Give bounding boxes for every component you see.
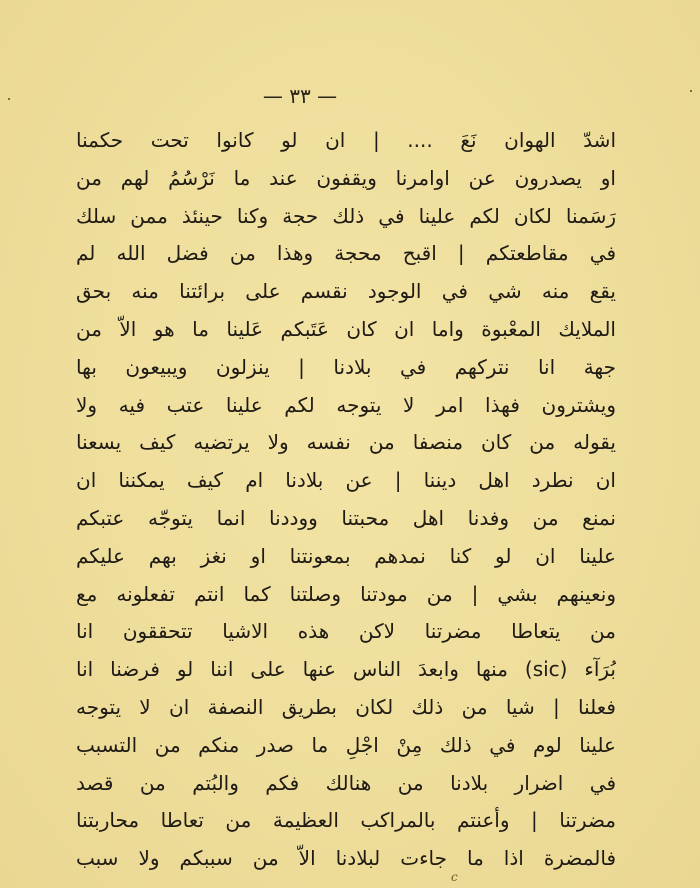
paper-speck [8,98,10,100]
text-line: مضرتنا | وأعنتم بالمراكب العظيمة من تعاطا محاربتنا [76,808,616,833]
text-line: ويشترون فهذا امر لا يتوجه لكم علينا عتب فيه ولا [76,392,616,417]
text-line: جهة انا نتركهم في بلادنا | ينزلون ويبيعون بها [76,354,616,379]
text-line: فعلنا | شيا من ذلك لكان بطريق النصفة ان لا يتوجه [76,694,616,719]
text-line: علينا لوم في ذلك مِنْ اجْلِ ما صدر منكم من التسبب [76,732,616,757]
text-line: بُرَآء (sic) منها وابعدَ الناس عنها على اننا لو فرضنا انا [76,657,616,682]
text-line: الملايك المعْبوة واما ان كان عَتَبكم عَلينا ما هو الاّ من [76,316,616,341]
text-line: ان نطرد اهل ديننا | عن بلادنا ام كيف يمكننا ان [76,468,616,493]
text-line: ونعينهم بشي | من مودتنا وصلتنا كما انتم تفعلونه مع [76,581,616,606]
text-line: نمنع من وفدنا اهل محبتنا ووددنا انما يتوجّه عتبكم [76,505,616,530]
page-number: — ٣٣ — [262,84,338,108]
paper-speck [690,90,692,92]
arabic-text-block [76,122,616,878]
text-line: فالمضرة اذا ما جاءت لبلادنا الاّ من سببكم ولا سبب [76,846,616,871]
text-line: في مقاطعتكم | اقبح محجة وهذا من فضل الله لم [76,241,616,266]
text-line: علينا ان لو كنا نمدهم بمعونتنا او نغز بهم عليكم [76,543,616,568]
text-line: يقع منه شي في الوجود نقسم على برائتنا منه بحق [76,279,616,304]
text-line: في اضرار بلادنا من هنالك فكم والبُتم من قصد [76,770,616,795]
text-line: يقوله من كان منصفا من نفسه ولا يرتضيه كيف يسعنا [76,430,616,455]
text-line: رَسَمنا لكان لكم علينا في ذلك حجة وكنا حينئذ ممن سلك [76,203,616,228]
text-line: من يتعاطا مضرتنا لاكن هذه الاشيا تتحققون انا [76,619,616,644]
text-line: اشدّ الهوان نَعَ .... | ان لو كانوا تحت حكمنا [76,128,616,152]
text-line: او يصدرون عن اوامرنا ويقفون عند ما نَرْسُمُ لهم من [76,165,616,190]
signature-mark: c [451,870,458,884]
